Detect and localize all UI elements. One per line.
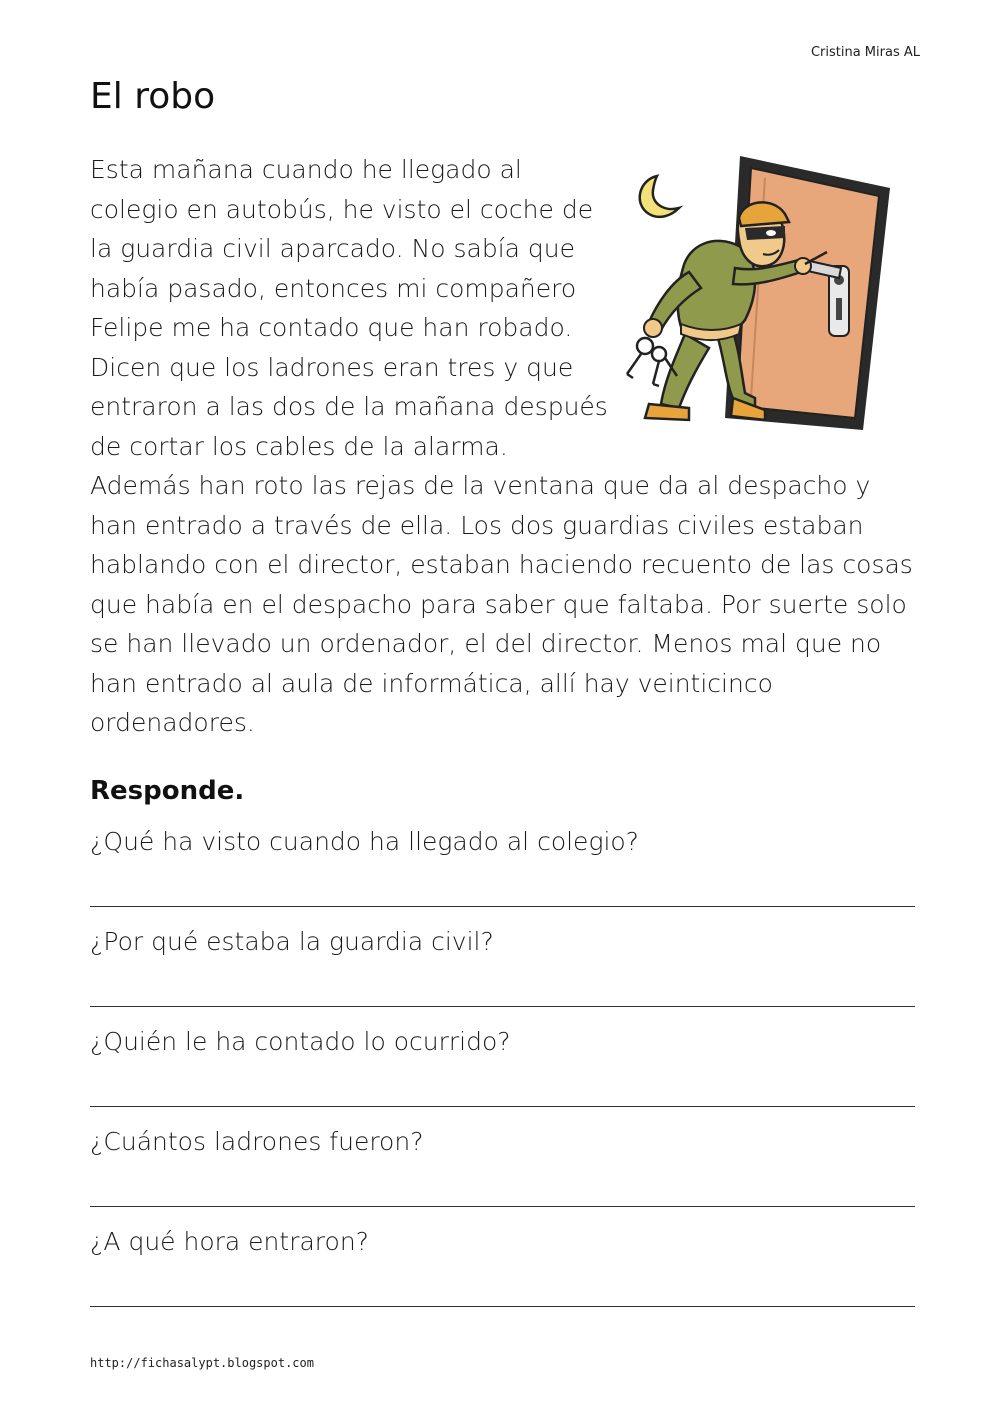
footer-url: http://fichasalypt.blogspot.com: [90, 1356, 314, 1370]
story-paragraph-top: [90, 150, 620, 466]
answer-line[interactable]: [90, 1206, 915, 1207]
question-item: [90, 1022, 915, 1122]
question-item: [90, 922, 915, 1022]
answer-line[interactable]: [90, 1106, 915, 1107]
story-line: se han llevado un ordenador, el del director. Menos mal que no: [90, 629, 882, 658]
story-line: hablando con el director, estaban haciendo recuento de las cosas: [90, 550, 913, 579]
question-text: ¿Quién le ha contado lo ocurrido?: [90, 1027, 511, 1056]
question-text: ¿Por qué estaba la guardia civil?: [90, 927, 494, 956]
question-text: ¿A qué hora entraron?: [90, 1227, 369, 1256]
answer-line[interactable]: [90, 906, 915, 907]
question-item: [90, 1222, 915, 1322]
burglar-at-door-illustration: [605, 148, 905, 438]
story-line: han entrado a través de ella. Los dos guardias civiles estaban: [90, 510, 864, 540]
story-line: Dicen que los ladrones eran tres y que: [90, 352, 574, 382]
story-line: de cortar los cables de la alarma.: [90, 431, 508, 461]
story-line: entraron a las dos de la mañana después: [90, 392, 608, 421]
story-line: que había en el despacho para saber que faltaba. Por suerte solo: [90, 589, 907, 619]
answer-line[interactable]: [90, 1306, 915, 1307]
page-title: El robo: [90, 76, 216, 117]
question-item: [90, 1122, 915, 1222]
question-item: [90, 822, 915, 922]
story-line: Además han roto las rejas de la ventana que da al despacho y: [90, 471, 871, 500]
question-text: ¿Qué ha visto cuando ha llegado al colegio?: [90, 827, 639, 856]
story-line: la guardia civil aparcado. No sabía que: [90, 234, 576, 263]
story-paragraph-bottom: [90, 466, 930, 743]
questions-list: [90, 822, 915, 1322]
story-line: han entrado al aula de informática, allí hay veinticinco: [90, 668, 773, 698]
author-credit: Cristina Miras AL: [810, 45, 920, 60]
question-text: ¿Cuántos ladrones fueron?: [90, 1127, 424, 1156]
story-line: había pasado, entonces mi compañero: [90, 273, 577, 303]
story-line: ordenadores.: [90, 708, 255, 737]
respond-heading: Responde.: [90, 776, 245, 806]
story-line: Felipe me ha contado que han robado.: [90, 313, 573, 342]
moon-icon: [640, 176, 679, 217]
story-line: Esta mañana cuando he llegado al: [90, 155, 522, 184]
answer-line[interactable]: [90, 1006, 915, 1007]
story-line: colegio en autobús, he visto el coche de: [90, 194, 594, 224]
